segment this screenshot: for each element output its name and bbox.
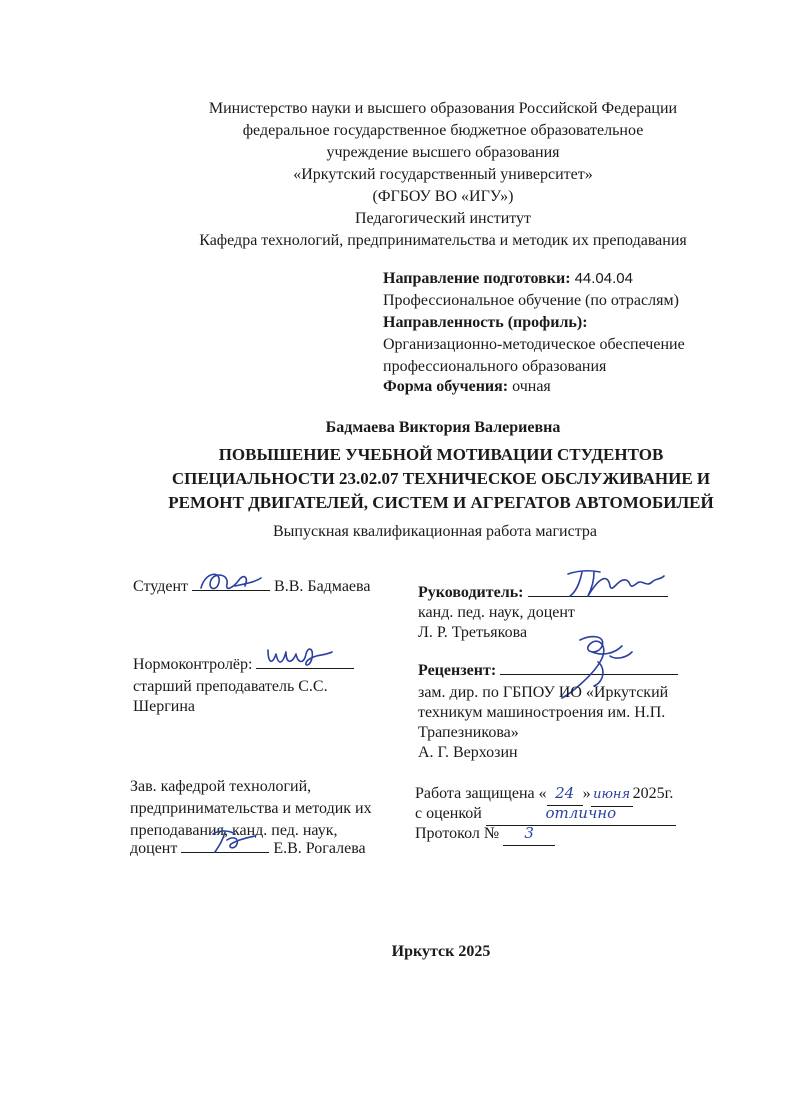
profile-line-2: профессионального образования	[383, 358, 607, 375]
institute-name: Педагогический институт	[354, 210, 532, 227]
student-label: Студент	[133, 578, 189, 595]
reviewer-label: Рецензент:	[418, 662, 497, 679]
direction-name: Профессиональное обучение (по отраслям)	[383, 292, 679, 309]
form-row	[383, 376, 551, 398]
grade-label: с оценкой	[415, 805, 482, 822]
head-line-1: Зав. кафедрой технологий,	[130, 778, 312, 795]
defense-year: 2025г.	[632, 785, 674, 802]
protocol-field	[503, 822, 555, 846]
reviewer-line-3: Трапезникова»	[418, 724, 519, 741]
defense-day: 24	[555, 784, 575, 802]
thesis-title-line-1: ПОВЫШЕНИЕ УЧЕБНОЙ МОТИВАЦИИ СТУДЕНТОВ	[218, 445, 664, 464]
education-line: учреждение высшего образования	[326, 144, 560, 161]
university-abbr: (ФГБОУ ВО «ИГУ»)	[372, 188, 514, 205]
head-line-3: преподавания, канд. пед. наук,	[130, 822, 338, 839]
city-year: Иркутск 2025	[391, 943, 491, 960]
profile-label: Направленность (профиль):	[383, 314, 588, 331]
university-name: «Иркутский государственный университет»	[293, 166, 593, 183]
defense-mid: »	[582, 785, 591, 802]
normcontrol-label: Нормоконтролёр:	[133, 656, 253, 673]
head-line-4-prefix: доцент	[130, 840, 178, 857]
form-value: очная	[512, 378, 551, 395]
reviewer-name: А. Г. Верхозин	[418, 744, 518, 761]
supervisor-signature	[560, 566, 670, 602]
head-signature	[205, 826, 265, 856]
grade-value: отлично	[545, 804, 617, 822]
author-name: Бадмаева Виктория Валериевна	[325, 419, 561, 436]
department-name: Кафедра технологий, предпринимательства и методик их преподавания	[199, 232, 687, 249]
defense-prefix: Работа защищена «	[415, 785, 547, 802]
head-line-2: предпринимательства и методик их	[130, 800, 372, 817]
normcontrol-signature	[262, 642, 342, 674]
form-label: Форма обучения:	[383, 378, 509, 395]
student-name: В.В. Бадмаева	[274, 578, 371, 595]
protocol-label: Протокол №	[415, 825, 500, 842]
reviewer-line-2: техникум машиностроения им. Н.П.	[418, 704, 666, 721]
supervisor-degree: канд. пед. наук, доцент	[418, 604, 575, 621]
normcontrol-name: Шергина	[133, 698, 196, 715]
direction-label: Направление подготовки:	[383, 270, 571, 287]
head-name: Е.В. Рогалева	[273, 840, 366, 857]
direction-row	[383, 268, 633, 290]
normcontrol-position: старший преподаватель С.С.	[133, 678, 328, 695]
defense-month: июня	[593, 787, 631, 802]
supervisor-label: Руководитель:	[418, 584, 524, 601]
supervisor-name: Л. Р. Третьякова	[418, 624, 528, 641]
protocol-number: 3	[524, 824, 534, 842]
reviewer-line-1: зам. дир. по ГБПОУ ИО «Иркутский	[418, 684, 669, 701]
university-type-line: федеральное государственное бюджетное образовательное	[242, 122, 644, 139]
direction-code: 44.04.04	[574, 270, 633, 287]
thesis-title-line-3: РЕМОНТ ДВИГАТЕЛЕЙ, СИСТЕМ И АГРЕГАТОВ АВТОМОБИЛЕЙ	[168, 493, 714, 512]
work-type: Выпускная квалификационная работа магистра	[272, 523, 597, 540]
profile-line-1: Организационно-методическое обеспечение	[383, 336, 685, 353]
student-signature	[195, 566, 265, 600]
thesis-title-line-2: СПЕЦИАЛЬНОСТИ 23.02.07 ТЕХНИЧЕСКОЕ ОБСЛУЖИВАНИЕ И	[171, 469, 711, 488]
ministry-line: Министерство науки и высшего образования Российской Федерации	[208, 100, 678, 117]
protocol-row	[415, 822, 555, 846]
